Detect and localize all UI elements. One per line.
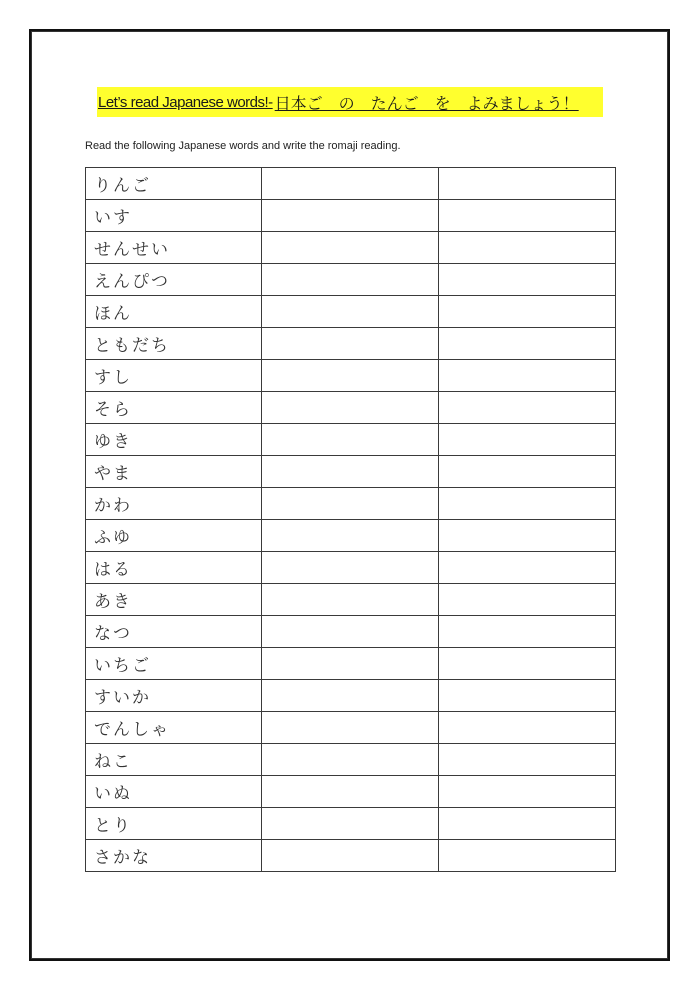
japanese-word-cell: そら [86, 392, 262, 424]
table-row [86, 488, 616, 520]
table-row [86, 840, 616, 872]
extra-answer-cell[interactable] [439, 232, 616, 264]
table-row [86, 744, 616, 776]
word-table [85, 167, 616, 872]
romaji-answer-cell[interactable] [262, 840, 439, 872]
romaji-answer-cell[interactable] [262, 424, 439, 456]
title-japanese: 日本ご の たんご を よみましょう！ [274, 93, 579, 113]
japanese-word-cell: かわ [86, 488, 262, 520]
romaji-answer-cell[interactable] [262, 456, 439, 488]
romaji-answer-cell[interactable] [262, 616, 439, 648]
japanese-word-cell: りんご [86, 168, 262, 200]
japanese-word-cell: はる [86, 552, 262, 584]
romaji-answer-cell[interactable] [262, 392, 439, 424]
romaji-answer-cell[interactable] [262, 712, 439, 744]
table-row [86, 616, 616, 648]
romaji-answer-cell[interactable] [262, 232, 439, 264]
instruction-text: Read the following Japanese words and write the romaji reading. [85, 140, 401, 152]
table-row [86, 648, 616, 680]
table-row [86, 776, 616, 808]
table-row [86, 328, 616, 360]
extra-answer-cell[interactable] [439, 456, 616, 488]
romaji-answer-cell[interactable] [262, 584, 439, 616]
table-row [86, 168, 616, 200]
japanese-word-cell: いす [86, 200, 262, 232]
romaji-answer-cell[interactable] [262, 808, 439, 840]
romaji-answer-cell[interactable] [262, 168, 439, 200]
extra-answer-cell[interactable] [439, 296, 616, 328]
extra-answer-cell[interactable] [439, 680, 616, 712]
japanese-word-cell: なつ [86, 616, 262, 648]
extra-answer-cell[interactable] [439, 360, 616, 392]
romaji-answer-cell[interactable] [262, 552, 439, 584]
title-english: Let’s read Japanese words!- [98, 93, 273, 111]
japanese-word-cell: いぬ [86, 776, 262, 808]
table-row [86, 264, 616, 296]
japanese-word-cell: とり [86, 808, 262, 840]
japanese-word-cell: ふゆ [86, 520, 262, 552]
romaji-answer-cell[interactable] [262, 680, 439, 712]
japanese-word-cell: せんせい [86, 232, 262, 264]
table-row [86, 200, 616, 232]
romaji-answer-cell[interactable] [262, 744, 439, 776]
table-row [86, 360, 616, 392]
japanese-word-cell: すいか [86, 680, 262, 712]
extra-answer-cell[interactable] [439, 552, 616, 584]
table-row [86, 680, 616, 712]
romaji-answer-cell[interactable] [262, 296, 439, 328]
extra-answer-cell[interactable] [439, 712, 616, 744]
table-row [86, 552, 616, 584]
japanese-word-cell: ほん [86, 296, 262, 328]
romaji-answer-cell[interactable] [262, 648, 439, 680]
table-row [86, 808, 616, 840]
extra-answer-cell[interactable] [439, 776, 616, 808]
table-row [86, 392, 616, 424]
extra-answer-cell[interactable] [439, 392, 616, 424]
extra-answer-cell[interactable] [439, 584, 616, 616]
table-row [86, 296, 616, 328]
extra-answer-cell[interactable] [439, 616, 616, 648]
extra-answer-cell[interactable] [439, 424, 616, 456]
romaji-answer-cell[interactable] [262, 200, 439, 232]
extra-answer-cell[interactable] [439, 328, 616, 360]
romaji-answer-cell[interactable] [262, 488, 439, 520]
extra-answer-cell[interactable] [439, 200, 616, 232]
japanese-word-cell: ともだち [86, 328, 262, 360]
table-row [86, 584, 616, 616]
japanese-word-cell: えんぴつ [86, 264, 262, 296]
japanese-word-cell: ゆき [86, 424, 262, 456]
romaji-answer-cell[interactable] [262, 264, 439, 296]
table-row [86, 232, 616, 264]
japanese-word-cell: ねこ [86, 744, 262, 776]
romaji-answer-cell[interactable] [262, 328, 439, 360]
table-row [86, 520, 616, 552]
romaji-answer-cell[interactable] [262, 520, 439, 552]
japanese-word-cell: あき [86, 584, 262, 616]
romaji-answer-cell[interactable] [262, 360, 439, 392]
table-row [86, 456, 616, 488]
extra-answer-cell[interactable] [439, 488, 616, 520]
japanese-word-cell: さかな [86, 840, 262, 872]
extra-answer-cell[interactable] [439, 520, 616, 552]
romaji-answer-cell[interactable] [262, 776, 439, 808]
extra-answer-cell[interactable] [439, 808, 616, 840]
extra-answer-cell[interactable] [439, 744, 616, 776]
extra-answer-cell[interactable] [439, 648, 616, 680]
extra-answer-cell[interactable] [439, 168, 616, 200]
worksheet-title [97, 87, 603, 117]
extra-answer-cell[interactable] [439, 840, 616, 872]
japanese-word-cell: いちご [86, 648, 262, 680]
japanese-word-cell: すし [86, 360, 262, 392]
table-row [86, 424, 616, 456]
japanese-word-cell: やま [86, 456, 262, 488]
extra-answer-cell[interactable] [439, 264, 616, 296]
japanese-word-cell: でんしゃ [86, 712, 262, 744]
table-row [86, 712, 616, 744]
